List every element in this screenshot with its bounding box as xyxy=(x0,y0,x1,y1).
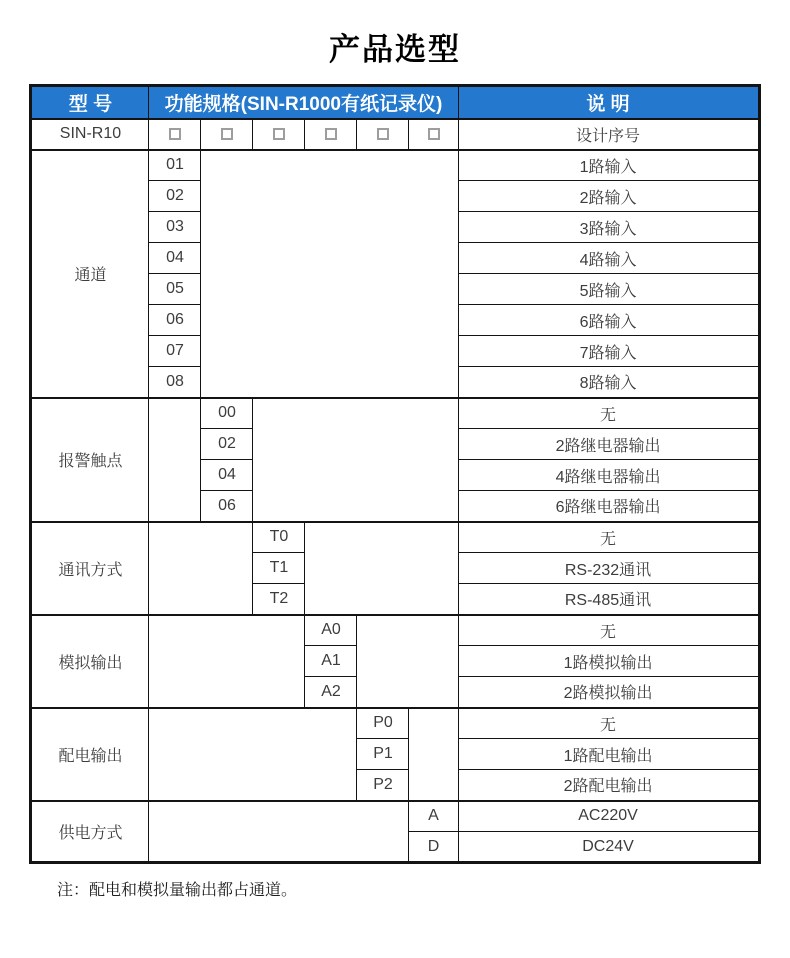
table-row xyxy=(31,522,759,553)
empty-cell xyxy=(253,398,458,522)
option-checkbox-cell[interactable] xyxy=(409,119,458,150)
desc-cell: AC220V xyxy=(458,801,759,832)
desc-cell: 无 xyxy=(458,398,759,429)
header-desc: 说 明 xyxy=(458,86,759,119)
empty-cell xyxy=(357,615,458,708)
product-selection-table xyxy=(29,84,760,864)
desc-cell: 2路继电器输出 xyxy=(458,429,759,460)
desc-cell: 1路配电输出 xyxy=(458,739,759,770)
section-label-alarm-contacts: 报警触点 xyxy=(31,398,149,522)
option-checkbox-cell[interactable] xyxy=(253,119,305,150)
desc-cell: DC24V xyxy=(458,832,759,863)
empty-cell xyxy=(409,708,458,801)
code-cell: A0 xyxy=(305,615,357,646)
code-cell: 06 xyxy=(149,305,201,336)
option-checkbox-cell[interactable] xyxy=(149,119,201,150)
empty-cell xyxy=(149,801,409,863)
code-cell: P1 xyxy=(357,739,409,770)
table-row xyxy=(31,801,759,832)
empty-cell xyxy=(305,522,458,615)
desc-cell: RS-232通讯 xyxy=(458,553,759,584)
table-header-row xyxy=(31,86,759,119)
code-cell: 04 xyxy=(201,460,253,491)
desc-cell: 6路继电器输出 xyxy=(458,491,759,522)
code-cell: A1 xyxy=(305,646,357,677)
empty-cell xyxy=(149,615,305,708)
section-label-analog-output: 模拟输出 xyxy=(31,615,149,708)
table-row xyxy=(31,615,759,646)
section-label-power-distribution-output: 配电输出 xyxy=(31,708,149,801)
checkbox-icon[interactable] xyxy=(221,128,233,140)
option-checkbox-cell[interactable] xyxy=(357,119,409,150)
code-cell: 04 xyxy=(149,243,201,274)
footnote: 注：配电和模拟量输出都占通道。 xyxy=(57,882,298,899)
code-cell: T0 xyxy=(253,522,305,553)
table-row xyxy=(31,398,759,429)
empty-cell xyxy=(149,522,253,615)
code-cell: 02 xyxy=(149,181,201,212)
code-cell: P0 xyxy=(357,708,409,739)
desc-cell: 8路输入 xyxy=(458,367,759,398)
model-row xyxy=(31,119,759,150)
desc-cell: 无 xyxy=(458,615,759,646)
desc-cell: 无 xyxy=(458,522,759,553)
empty-cell xyxy=(149,708,357,801)
empty-cell xyxy=(149,398,201,522)
checkbox-icon[interactable] xyxy=(428,128,440,140)
code-cell: 01 xyxy=(149,150,201,181)
desc-cell: 2路模拟输出 xyxy=(458,677,759,708)
code-cell: P2 xyxy=(357,770,409,801)
page-title: 产品选型 xyxy=(329,32,461,67)
desc-cell: 4路继电器输出 xyxy=(458,460,759,491)
desc-cell: RS-485通讯 xyxy=(458,584,759,615)
desc-cell: 无 xyxy=(458,708,759,739)
desc-cell: 7路输入 xyxy=(458,336,759,367)
desc-cell: 2路配电输出 xyxy=(458,770,759,801)
header-model: 型 号 xyxy=(31,86,149,119)
code-cell: D xyxy=(409,832,458,863)
desc-cell: 4路输入 xyxy=(458,243,759,274)
desc-cell: 2路输入 xyxy=(458,181,759,212)
desc-cell: 3路输入 xyxy=(458,212,759,243)
code-cell: 06 xyxy=(201,491,253,522)
code-cell: 08 xyxy=(149,367,201,398)
section-label-communication: 通讯方式 xyxy=(31,522,149,615)
desc-cell: 1路模拟输出 xyxy=(458,646,759,677)
table-row xyxy=(31,708,759,739)
option-checkbox-cell[interactable] xyxy=(201,119,253,150)
desc-cell: 6路输入 xyxy=(458,305,759,336)
code-cell: 03 xyxy=(149,212,201,243)
section-label-channel: 通道 xyxy=(31,150,149,398)
option-checkbox-cell[interactable] xyxy=(305,119,357,150)
checkbox-icon[interactable] xyxy=(377,128,389,140)
table-row xyxy=(31,150,759,181)
desc-cell: 1路输入 xyxy=(458,150,759,181)
checkbox-icon[interactable] xyxy=(169,128,181,140)
empty-cell xyxy=(201,150,458,398)
desc-cell: 设计序号 xyxy=(458,119,759,150)
model-cell: SIN-R10 xyxy=(31,119,149,150)
desc-cell: 5路输入 xyxy=(458,274,759,305)
code-cell: 07 xyxy=(149,336,201,367)
code-cell: A2 xyxy=(305,677,357,708)
checkbox-icon[interactable] xyxy=(325,128,337,140)
section-label-power-supply: 供电方式 xyxy=(31,801,149,863)
code-cell: T1 xyxy=(253,553,305,584)
code-cell: 00 xyxy=(201,398,253,429)
code-cell: 02 xyxy=(201,429,253,460)
code-cell: 05 xyxy=(149,274,201,305)
code-cell: T2 xyxy=(253,584,305,615)
header-spec: 功能规格(SIN-R1000有纸记录仪) xyxy=(149,86,458,119)
checkbox-icon[interactable] xyxy=(273,128,285,140)
code-cell: A xyxy=(409,801,458,832)
